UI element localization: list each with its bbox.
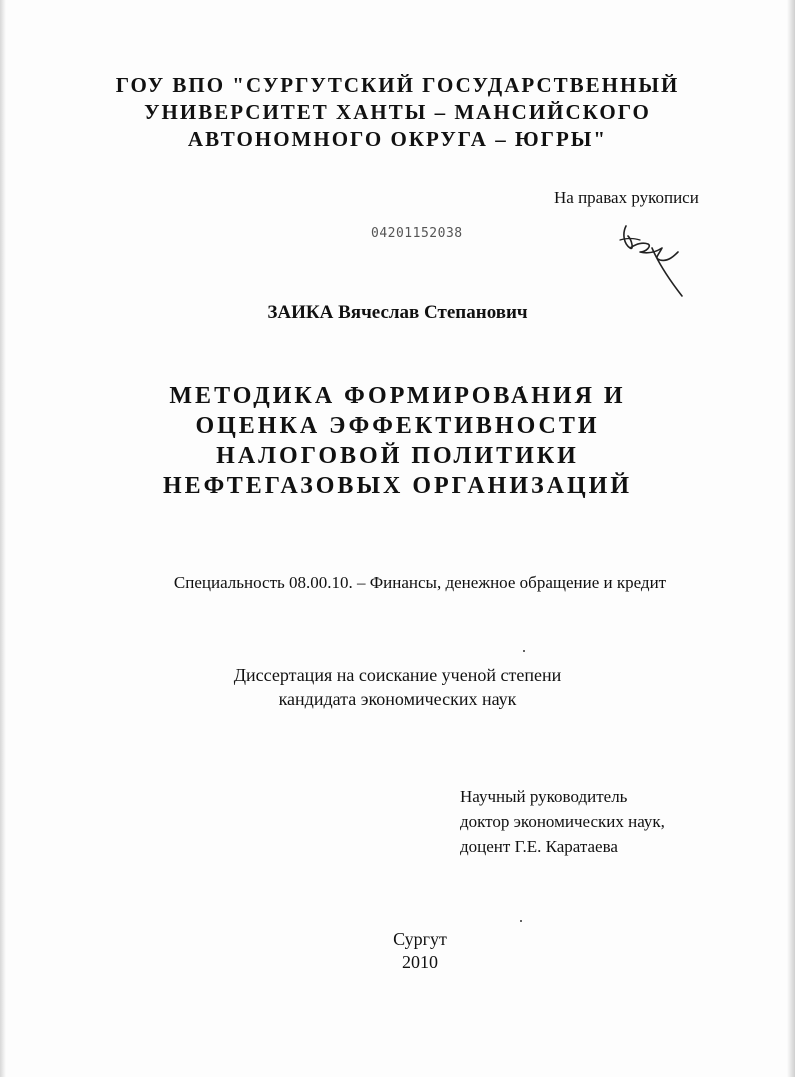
dissertation-title — [0, 381, 795, 501]
scan-left-edge — [0, 0, 6, 1077]
specialty-line: Специальность 08.00.10. – Финансы, денежное обращение и кредит — [173, 573, 667, 592]
supervisor-block — [460, 784, 665, 859]
supervisor-line-1: Научный руководитель — [460, 787, 628, 806]
city: Сургут — [393, 929, 447, 949]
author-name: ЗАИКА Вячеслав Степанович — [267, 302, 528, 323]
scan-right-edge — [787, 0, 795, 1077]
scan-speck — [520, 920, 522, 922]
institution-line-1: ГОУ ВПО "СУРГУТСКИЙ ГОСУДАРСТВЕННЫЙ — [115, 73, 680, 97]
supervisor-line-2: доктор экономических наук, — [460, 812, 665, 831]
registration-number: 04201152038 — [371, 226, 463, 241]
place-and-year — [0, 928, 795, 974]
year: 2010 — [402, 952, 438, 972]
institution-header — [0, 72, 795, 153]
title-line-3: НАЛОГОВОЙ ПОЛИТИКИ — [216, 443, 579, 469]
manuscript-rights-note: На правах рукописи — [554, 188, 699, 207]
degree-line-1: Диссертация на соискание ученой степени — [233, 665, 562, 685]
scan-speck — [523, 650, 525, 652]
title-line-4: НЕФТЕГАЗОВЫХ ОРГАНИЗАЦИЙ — [163, 473, 632, 499]
degree-line-2: кандидата экономических наук — [278, 689, 517, 709]
signature-icon — [612, 218, 696, 300]
institution-line-3: АВТОНОМНОГО ОКРУГА – ЮГРЫ" — [187, 127, 608, 151]
supervisor-line-3: доцент Г.Е. Каратаева — [460, 837, 618, 856]
degree-statement — [0, 663, 795, 711]
institution-line-2: УНИВЕРСИТЕТ ХАНТЫ – МАНСИЙСКОГО — [144, 100, 651, 124]
title-line-1: МЕТОДИКА ФОРМИРОВАНИЯ И — [169, 383, 626, 409]
title-line-2: ОЦЕНКА ЭФФЕКТИВНОСТИ — [195, 413, 600, 439]
